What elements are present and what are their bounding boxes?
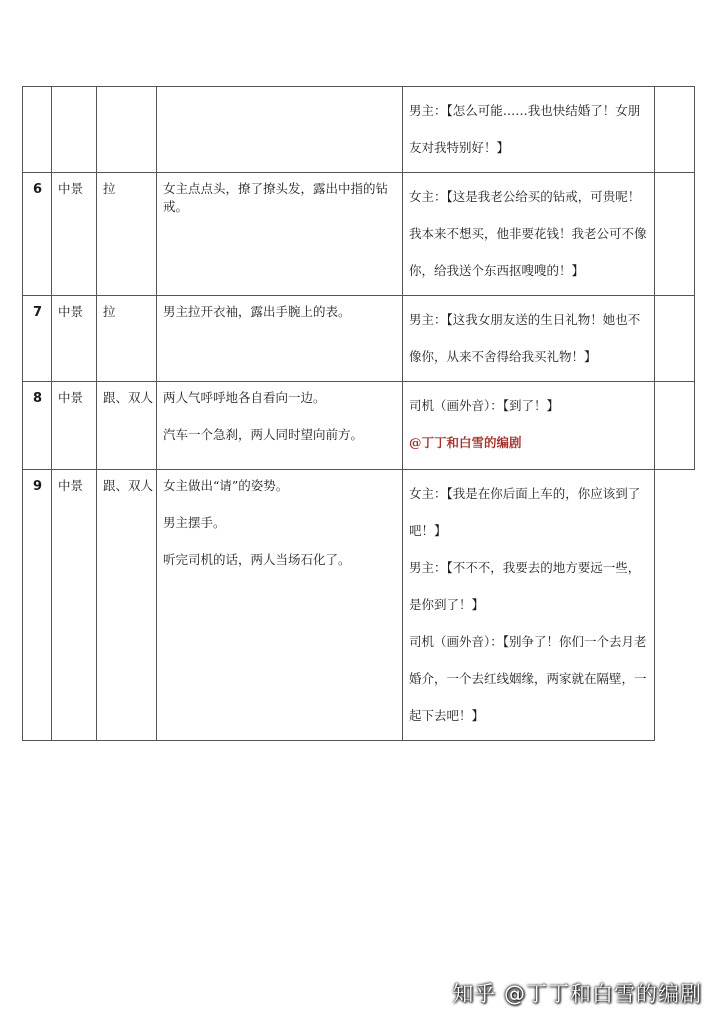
- shot-number-cell: [23, 470, 52, 741]
- dialogue-cell: [403, 296, 655, 382]
- shot-size: 中景: [58, 181, 84, 196]
- extra-cell: [655, 87, 695, 173]
- author-credit: @丁丁和白雪的编剧: [409, 435, 522, 450]
- action-cell: [157, 382, 403, 470]
- camera-move-cell: [97, 296, 157, 382]
- storyboard-table: [22, 86, 695, 741]
- shot-size: 中景: [58, 304, 84, 319]
- extra-cell: [655, 382, 695, 470]
- shot-size: [52, 87, 96, 100]
- dialogue-line: 男主：【这我女朋友送的生日礼物！她也不像你，从来不舍得给我买礼物！】: [409, 312, 641, 364]
- dialogue-cell: [403, 470, 655, 741]
- table-row: [23, 382, 695, 470]
- action-line: 女主点点头，撩了撩头发，露出中指的钻戒。: [163, 181, 389, 214]
- camera-move-cell: [97, 87, 157, 173]
- action-cell: [157, 173, 403, 296]
- action-line: 女主做出“请”的姿势。: [163, 478, 289, 493]
- action-line: 听完司机的话，两人当场石化了。: [163, 552, 351, 567]
- shot-size-cell: [52, 87, 97, 173]
- shot-number-cell: [23, 382, 52, 470]
- action-line: 汽车一个急刹，两人同时望向前方。: [163, 427, 364, 442]
- camera-move-cell: [97, 173, 157, 296]
- camera-move: 跟、双人: [103, 478, 154, 493]
- camera-move: 拉: [103, 181, 116, 196]
- dialogue-cell: [403, 173, 655, 296]
- action-line: 两人气呼呼地各自看向一边。: [163, 390, 326, 405]
- shot-number: 9: [33, 479, 43, 494]
- shot-number-cell: [23, 296, 52, 382]
- shot-number: 6: [33, 182, 43, 197]
- camera-move: [97, 87, 156, 100]
- dialogue-line: 司机（画外音）：【别争了！你们一个去月老婚介，一个去红线姻缘，两家就在隔壁，一起下去吧！】: [409, 634, 647, 723]
- shot-number: 7: [33, 305, 43, 320]
- action-cell: [157, 470, 403, 741]
- shot-number: [23, 87, 51, 95]
- action-cell: [157, 296, 403, 382]
- dialogue-line: 男主：【不不不，我要去的地方要远一些，是你到了！】: [409, 560, 641, 612]
- table-row: [23, 87, 695, 173]
- camera-move-cell: [97, 470, 157, 741]
- shot-number: 8: [33, 391, 43, 406]
- camera-move: 拉: [103, 304, 116, 319]
- extra-cell: [655, 173, 695, 296]
- action-line: 男主拉开衣袖，露出手腕上的表。: [163, 304, 351, 319]
- extra-cell: [655, 470, 695, 741]
- table-row: [23, 296, 695, 382]
- action-line: 男主摆手。: [163, 515, 226, 530]
- shot-size: 中景: [58, 478, 84, 493]
- shot-size-cell: [52, 382, 97, 470]
- shot-size-cell: [52, 173, 97, 296]
- dialogue-line: 男主：【怎么可能……我也快结婚了！女朋友对我特别好！】: [409, 103, 641, 155]
- dialogue-line: 女主：【这是我老公给买的钻戒，可贵呢！我本来不想买，他非要花钱！我老公可不像你，给我送个东西抠嗖嗖的！】: [409, 189, 647, 278]
- camera-move-cell: [97, 382, 157, 470]
- shot-size: 中景: [58, 390, 84, 405]
- dialogue-line: 女主：【我是在你后面上车的，你应该到了吧！】: [409, 486, 641, 538]
- action-cell: [157, 87, 403, 173]
- dialogue-cell: [403, 382, 655, 470]
- watermark: 知乎 @丁丁和白雪的编剧: [452, 982, 702, 1006]
- camera-move: 跟、双人: [103, 390, 154, 405]
- dialogue-line: 司机（画外音）：【到了！】: [409, 398, 560, 413]
- shot-size-cell: [52, 296, 97, 382]
- table-row: [23, 470, 695, 741]
- shot-size-cell: [52, 470, 97, 741]
- shot-number-cell: [23, 87, 52, 173]
- table-row: [23, 173, 695, 296]
- dialogue-cell: [403, 87, 655, 173]
- shot-number-cell: [23, 173, 52, 296]
- extra-cell: [655, 296, 695, 382]
